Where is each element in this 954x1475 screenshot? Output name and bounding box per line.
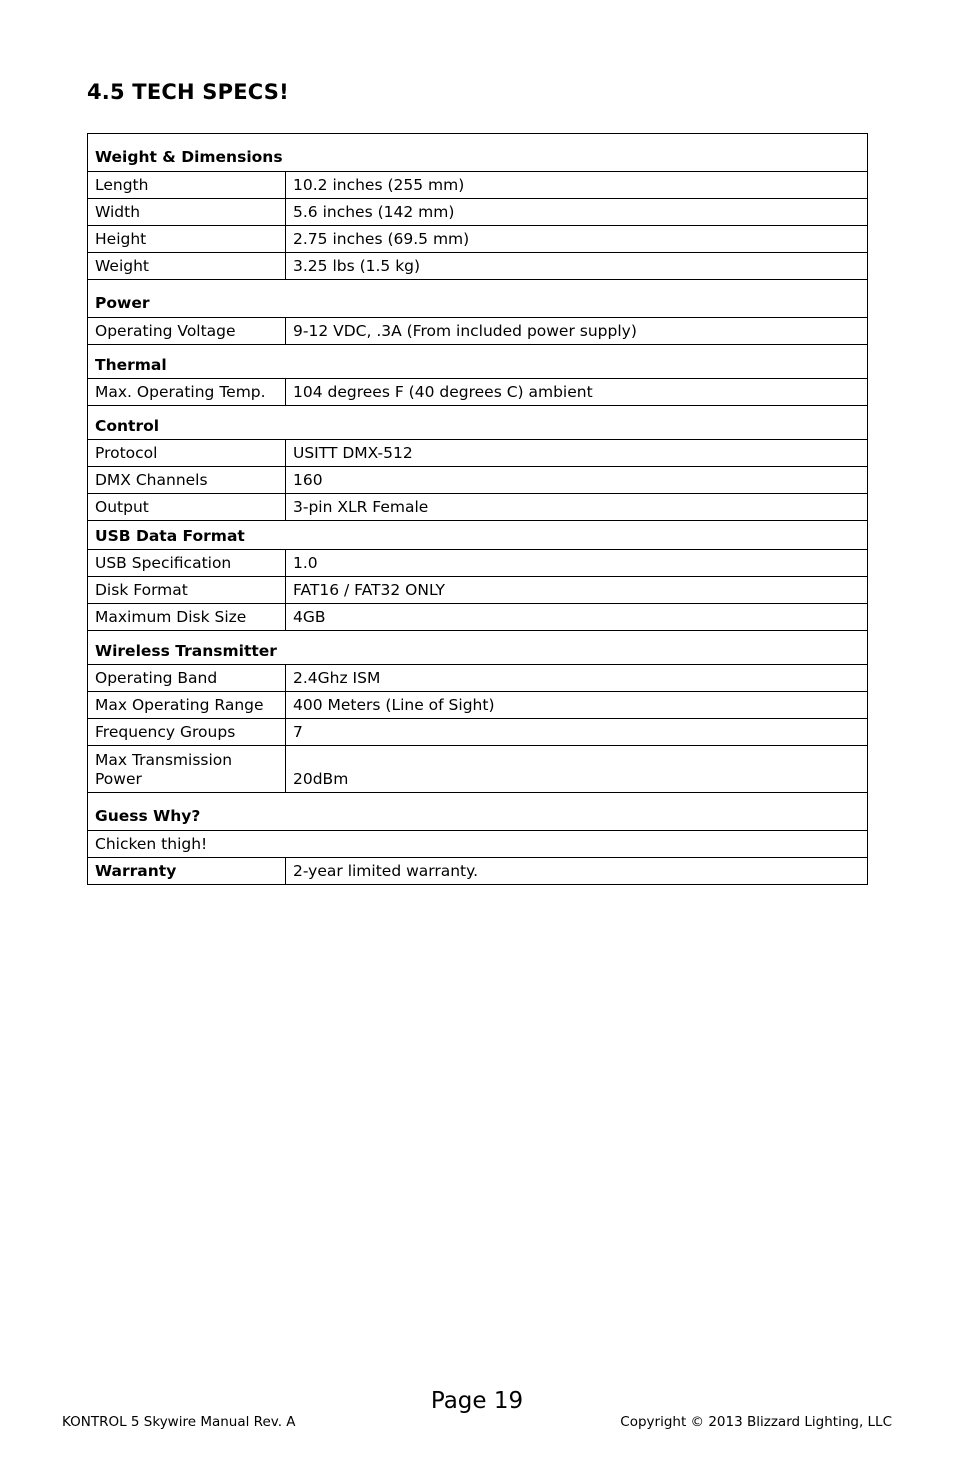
- spec-label: Operating Voltage: [88, 318, 286, 345]
- table-row: [88, 831, 868, 858]
- section-title: Power: [88, 280, 868, 318]
- spec-value: 4GB: [286, 604, 868, 631]
- section-header-control: [88, 406, 868, 440]
- spec-value: 2-year limited warranty.: [286, 858, 868, 885]
- table-row: [88, 604, 868, 631]
- spec-value: 1.0: [286, 550, 868, 577]
- table-row: [88, 379, 868, 406]
- section-header-weight-dimensions: [88, 134, 868, 172]
- section-title: Thermal: [88, 345, 868, 379]
- section-header-power: [88, 280, 868, 318]
- spec-value: 160: [286, 467, 868, 494]
- spec-value: 2.4Ghz ISM: [286, 665, 868, 692]
- section-title: Weight & Dimensions: [88, 134, 868, 172]
- table-row: [88, 719, 868, 746]
- table-row: [88, 550, 868, 577]
- spec-label: Max Transmission Power: [88, 746, 286, 793]
- spec-label: Width: [88, 199, 286, 226]
- table-row: [88, 199, 868, 226]
- table-row: [88, 746, 868, 793]
- spec-label: Operating Band: [88, 665, 286, 692]
- spec-value: FAT16 / FAT32 ONLY: [286, 577, 868, 604]
- table-row: [88, 692, 868, 719]
- section-header-guess: [88, 793, 868, 831]
- footer-manual-title: KONTROL 5 Skywire Manual Rev. A: [62, 1414, 296, 1430]
- spec-value: 7: [286, 719, 868, 746]
- section-header-usb: [88, 521, 868, 550]
- spec-value: 9-12 VDC, .3A (From included power supply): [286, 318, 868, 345]
- section-title: Wireless Transmitter: [88, 631, 868, 665]
- page-number: Page 19: [430, 1388, 524, 1414]
- spec-label: Weight: [88, 253, 286, 280]
- spec-label: Maximum Disk Size: [88, 604, 286, 631]
- section-title: Guess Why?: [88, 793, 868, 831]
- spec-value: 2.75 inches (69.5 mm): [286, 226, 868, 253]
- spec-label: USB Specification: [88, 550, 286, 577]
- spec-label: DMX Channels: [88, 467, 286, 494]
- table-row: [88, 577, 868, 604]
- page-title: 4.5 TECH SPECS!: [87, 80, 289, 104]
- table-row: [88, 172, 868, 199]
- spec-label: Frequency Groups: [88, 719, 286, 746]
- spec-label: Max Operating Range: [88, 692, 286, 719]
- spec-value: USITT DMX-512: [286, 440, 868, 467]
- spec-value: 104 degrees F (40 degrees C) ambient: [286, 379, 868, 406]
- tech-specs-table: [87, 133, 868, 885]
- spec-label: Protocol: [88, 440, 286, 467]
- spec-label: Disk Format: [88, 577, 286, 604]
- table-row: [88, 494, 868, 521]
- spec-value: 5.6 inches (142 mm): [286, 199, 868, 226]
- spec-label: Output: [88, 494, 286, 521]
- section-title: Control: [88, 406, 868, 440]
- table-row-warranty: [88, 858, 868, 885]
- table-row: [88, 253, 868, 280]
- spec-label: Max. Operating Temp.: [88, 379, 286, 406]
- spec-value: 400 Meters (Line of Sight): [286, 692, 868, 719]
- table-row: [88, 318, 868, 345]
- section-header-wireless: [88, 631, 868, 665]
- section-header-thermal: [88, 345, 868, 379]
- section-title: USB Data Format: [88, 521, 868, 550]
- spec-label: Height: [88, 226, 286, 253]
- table-row: [88, 467, 868, 494]
- spec-label: Warranty: [88, 858, 286, 885]
- spec-label: Length: [88, 172, 286, 199]
- spec-value: 10.2 inches (255 mm): [286, 172, 868, 199]
- guess-answer: Chicken thigh!: [88, 831, 868, 858]
- footer-copyright: Copyright © 2013 Blizzard Lighting, LLC: [620, 1414, 892, 1430]
- spec-value: 20dBm: [286, 746, 868, 793]
- table-row: [88, 440, 868, 467]
- spec-value: 3-pin XLR Female: [286, 494, 868, 521]
- table-row: [88, 665, 868, 692]
- spec-value: 3.25 lbs (1.5 kg): [286, 253, 868, 280]
- table-row: [88, 226, 868, 253]
